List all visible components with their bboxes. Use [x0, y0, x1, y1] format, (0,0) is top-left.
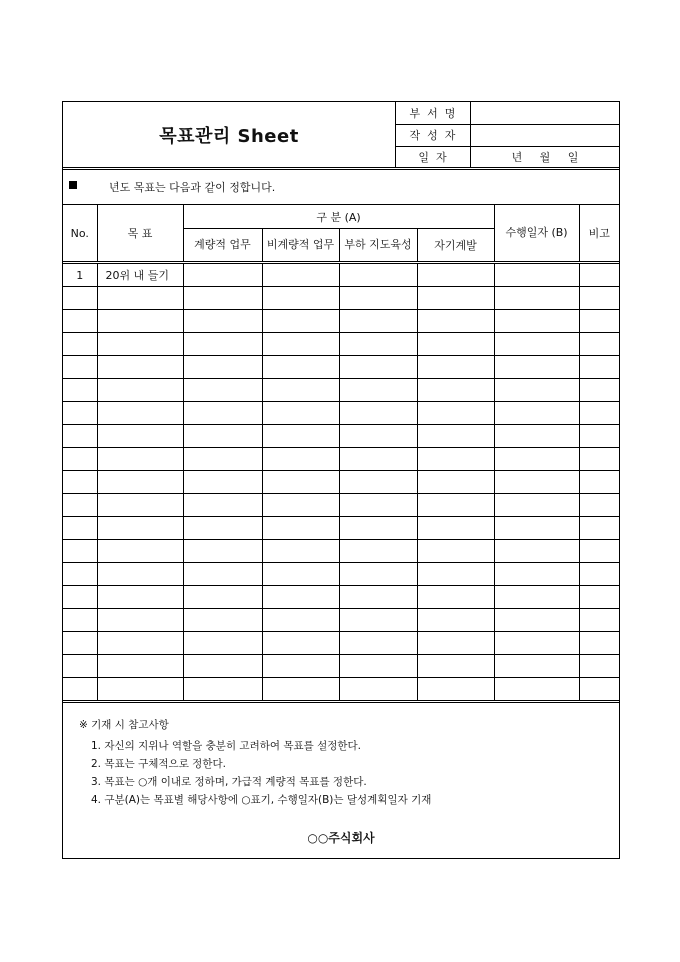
row-goal-cell[interactable]: [97, 540, 183, 563]
row-date-cell[interactable]: [494, 494, 579, 517]
table-row: [63, 517, 619, 540]
row-no-cell[interactable]: [63, 471, 97, 494]
table-row: [63, 263, 619, 287]
company-name: ○○주식회사: [307, 831, 375, 845]
row-date-cell[interactable]: [494, 356, 579, 379]
row-quant-cell[interactable]: [183, 287, 262, 310]
row-no-cell[interactable]: [63, 563, 97, 586]
table-row: [63, 379, 619, 402]
row-selfdev-cell[interactable]: [417, 563, 494, 586]
row-remark-cell[interactable]: [579, 379, 619, 402]
table-row: [63, 310, 619, 333]
row-no-cell[interactable]: [63, 517, 97, 540]
row-date-cell[interactable]: [494, 333, 579, 356]
row-remark-cell[interactable]: [579, 586, 619, 609]
row-mentoring-cell[interactable]: [339, 333, 417, 356]
row-no-cell[interactable]: [63, 586, 97, 609]
table-row: [63, 356, 619, 379]
table-row: [63, 609, 619, 632]
row-date-cell[interactable]: [494, 678, 579, 701]
goal-management-sheet: [62, 101, 620, 859]
info-row-author: [396, 124, 619, 147]
row-date-cell[interactable]: [494, 310, 579, 333]
row-selfdev-cell[interactable]: [417, 540, 494, 563]
row-goal-cell[interactable]: [97, 586, 183, 609]
table-row: [63, 563, 619, 586]
row-no-cell[interactable]: [63, 310, 97, 333]
row-quant-cell[interactable]: [183, 402, 262, 425]
row-selfdev-cell[interactable]: [417, 263, 494, 287]
table-row: [63, 494, 619, 517]
table-row: [63, 402, 619, 425]
department-label: 부서명: [396, 102, 471, 124]
row-no-cell[interactable]: [63, 655, 97, 678]
row-nonquant-cell[interactable]: [262, 609, 339, 632]
row-remark-cell[interactable]: [579, 402, 619, 425]
row-mentoring-cell[interactable]: [339, 586, 417, 609]
row-goal-cell[interactable]: [97, 563, 183, 586]
row-no-cell[interactable]: [63, 333, 97, 356]
note-item: 2. 목표는 구체적으로 정한다.: [91, 758, 226, 770]
row-goal-cell[interactable]: [97, 310, 183, 333]
info-row-department: [396, 102, 619, 125]
row-quant-cell[interactable]: [183, 333, 262, 356]
row-selfdev-cell[interactable]: [417, 494, 494, 517]
row-quant-cell[interactable]: [183, 448, 262, 471]
row-no-cell[interactable]: [63, 540, 97, 563]
author-field[interactable]: [471, 124, 619, 146]
row-mentoring-cell[interactable]: [339, 263, 417, 287]
row-goal-cell[interactable]: [97, 448, 183, 471]
row-nonquant-cell[interactable]: [262, 517, 339, 540]
row-no-cell[interactable]: [63, 632, 97, 655]
row-nonquant-cell[interactable]: [262, 540, 339, 563]
table-row: [63, 678, 619, 701]
col-header-category: 구 분 (A): [183, 205, 494, 229]
row-date-cell[interactable]: [494, 540, 579, 563]
row-no-cell[interactable]: [63, 609, 97, 632]
row-quant-cell[interactable]: [183, 540, 262, 563]
row-nonquant-cell[interactable]: [262, 678, 339, 701]
row-remark-cell[interactable]: [579, 448, 619, 471]
row-mentoring-cell[interactable]: [339, 540, 417, 563]
row-date-cell[interactable]: [494, 379, 579, 402]
col-header-selfdev: 자기계발: [417, 229, 494, 263]
notes-section: [63, 702, 619, 859]
row-remark-cell[interactable]: [579, 678, 619, 701]
row-nonquant-cell[interactable]: [262, 402, 339, 425]
table-row: [63, 540, 619, 563]
row-no-cell[interactable]: 1: [63, 263, 97, 287]
row-quant-cell[interactable]: [183, 678, 262, 701]
row-quant-cell[interactable]: [183, 517, 262, 540]
row-nonquant-cell[interactable]: [262, 563, 339, 586]
row-quant-cell[interactable]: [183, 494, 262, 517]
row-remark-cell[interactable]: [579, 517, 619, 540]
row-mentoring-cell[interactable]: [339, 356, 417, 379]
row-selfdev-cell[interactable]: [417, 678, 494, 701]
row-quant-cell[interactable]: [183, 471, 262, 494]
row-mentoring-cell[interactable]: [339, 517, 417, 540]
row-goal-cell[interactable]: [97, 425, 183, 448]
row-remark-cell[interactable]: [579, 540, 619, 563]
row-selfdev-cell[interactable]: [417, 586, 494, 609]
row-remark-cell[interactable]: [579, 563, 619, 586]
row-nonquant-cell[interactable]: [262, 448, 339, 471]
row-date-cell[interactable]: [494, 563, 579, 586]
table-row: [63, 333, 619, 356]
row-mentoring-cell[interactable]: [339, 494, 417, 517]
date-header-text: 수행일자 (B): [505, 226, 568, 239]
row-nonquant-cell[interactable]: [262, 494, 339, 517]
row-quant-cell[interactable]: [183, 632, 262, 655]
row-selfdev-cell[interactable]: [417, 609, 494, 632]
row-mentoring-cell[interactable]: [339, 448, 417, 471]
sheet-header: [63, 102, 619, 167]
row-remark-cell[interactable]: [579, 609, 619, 632]
row-mentoring-cell[interactable]: [339, 425, 417, 448]
row-goal-cell[interactable]: [97, 678, 183, 701]
row-goal-cell[interactable]: [97, 379, 183, 402]
row-mentoring-cell[interactable]: [339, 609, 417, 632]
row-goal-cell[interactable]: [97, 402, 183, 425]
row-nonquant-cell[interactable]: [262, 287, 339, 310]
row-goal-cell[interactable]: 20위 내 들기: [97, 263, 183, 287]
row-date-cell[interactable]: [494, 586, 579, 609]
row-quant-cell[interactable]: [183, 655, 262, 678]
row-nonquant-cell[interactable]: [262, 379, 339, 402]
row-quant-cell[interactable]: [183, 310, 262, 333]
row-nonquant-cell[interactable]: [262, 632, 339, 655]
row-remark-cell[interactable]: [579, 333, 619, 356]
sheet-title: 목표관리 Sheet: [159, 125, 299, 147]
row-mentoring-cell[interactable]: [339, 563, 417, 586]
row-no-cell[interactable]: [63, 494, 97, 517]
row-selfdev-cell[interactable]: [417, 287, 494, 310]
row-mentoring-cell[interactable]: [339, 310, 417, 333]
row-selfdev-cell[interactable]: [417, 356, 494, 379]
square-bullet-icon: [69, 181, 77, 189]
row-date-cell[interactable]: [494, 632, 579, 655]
row-remark-cell[interactable]: [579, 310, 619, 333]
row-selfdev-cell[interactable]: [417, 471, 494, 494]
row-remark-cell[interactable]: [579, 632, 619, 655]
row-selfdev-cell[interactable]: [417, 379, 494, 402]
row-goal-cell[interactable]: [97, 632, 183, 655]
row-quant-cell[interactable]: [183, 356, 262, 379]
row-goal-cell[interactable]: [97, 655, 183, 678]
department-field[interactable]: [471, 102, 619, 124]
goal-statement: 년도 목표는 다음과 같이 정합니다.: [109, 181, 276, 194]
table-row: [63, 425, 619, 448]
col-header-goal: 목 표: [97, 205, 183, 263]
table-row: [63, 471, 619, 494]
row-nonquant-cell[interactable]: [262, 425, 339, 448]
row-no-cell[interactable]: [63, 678, 97, 701]
row-nonquant-cell[interactable]: [262, 263, 339, 287]
row-mentoring-cell[interactable]: [339, 379, 417, 402]
note-item: 3. 목표는 ○개 이내로 정하며, 가급적 계량적 목표를 정한다.: [91, 776, 367, 788]
col-header-no: No.: [63, 205, 97, 263]
row-quant-cell[interactable]: [183, 609, 262, 632]
row-no-cell[interactable]: [63, 287, 97, 310]
row-selfdev-cell[interactable]: [417, 333, 494, 356]
row-date-cell[interactable]: [494, 609, 579, 632]
row-selfdev-cell[interactable]: [417, 448, 494, 471]
row-selfdev-cell[interactable]: [417, 402, 494, 425]
row-nonquant-cell[interactable]: [262, 471, 339, 494]
row-quant-cell[interactable]: [183, 263, 262, 287]
row-nonquant-cell[interactable]: [262, 333, 339, 356]
note-item: 1. 자신의 지위나 역할을 충분히 고려하여 목표를 설정한다.: [91, 740, 362, 752]
row-selfdev-cell[interactable]: [417, 517, 494, 540]
row-nonquant-cell[interactable]: [262, 310, 339, 333]
row-date-cell[interactable]: [494, 655, 579, 678]
row-goal-cell[interactable]: [97, 517, 183, 540]
table-row: [63, 448, 619, 471]
row-no-cell[interactable]: [63, 448, 97, 471]
row-goal-cell[interactable]: [97, 287, 183, 310]
table-row: [63, 632, 619, 655]
row-no-cell[interactable]: [63, 425, 97, 448]
date-field[interactable]: 년 월 일: [511, 150, 579, 164]
col-header-mentoring: 부하 지도육성: [339, 229, 417, 263]
row-selfdev-cell[interactable]: [417, 310, 494, 333]
row-date-cell[interactable]: [494, 517, 579, 540]
goal-table: [63, 204, 619, 701]
row-goal-cell[interactable]: [97, 609, 183, 632]
row-remark-cell[interactable]: [579, 263, 619, 287]
row-remark-cell[interactable]: [579, 356, 619, 379]
table-row: [63, 287, 619, 310]
row-remark-cell[interactable]: [579, 471, 619, 494]
row-goal-cell[interactable]: [97, 494, 183, 517]
note-item: 4. 구분(A)는 목표별 해당사항에 ○표기, 수행일자(B)는 달성계획일자 기재: [91, 794, 432, 806]
row-date-cell[interactable]: [494, 448, 579, 471]
row-selfdev-cell[interactable]: [417, 425, 494, 448]
row-nonquant-cell[interactable]: [262, 655, 339, 678]
row-quant-cell[interactable]: [183, 379, 262, 402]
row-remark-cell[interactable]: [579, 655, 619, 678]
row-nonquant-cell[interactable]: [262, 356, 339, 379]
row-date-cell[interactable]: [494, 402, 579, 425]
col-header-date: [494, 205, 579, 263]
table-row: [63, 655, 619, 678]
row-date-cell[interactable]: [494, 471, 579, 494]
row-no-cell[interactable]: [63, 379, 97, 402]
col-header-nonquant: 비계량적 업무: [262, 229, 339, 263]
row-remark-cell[interactable]: [579, 494, 619, 517]
row-no-cell[interactable]: [63, 356, 97, 379]
row-quant-cell[interactable]: [183, 425, 262, 448]
row-date-cell[interactable]: [494, 425, 579, 448]
row-mentoring-cell[interactable]: [339, 632, 417, 655]
row-goal-cell[interactable]: [97, 471, 183, 494]
row-mentoring-cell[interactable]: [339, 287, 417, 310]
author-label: 작성자: [396, 124, 471, 146]
row-quant-cell[interactable]: [183, 563, 262, 586]
row-mentoring-cell[interactable]: [339, 471, 417, 494]
date-label: 일자: [396, 146, 471, 167]
row-goal-cell[interactable]: [97, 333, 183, 356]
row-remark-cell[interactable]: [579, 287, 619, 310]
row-quant-cell[interactable]: [183, 586, 262, 609]
row-selfdev-cell[interactable]: [417, 632, 494, 655]
col-header-quant: 계량적 업무: [183, 229, 262, 263]
info-block: [395, 102, 619, 167]
row-mentoring-cell[interactable]: [339, 655, 417, 678]
row-date-cell[interactable]: [494, 287, 579, 310]
row-goal-cell[interactable]: [97, 356, 183, 379]
notes-title: ※ 기재 시 참고사항: [79, 719, 169, 731]
row-selfdev-cell[interactable]: [417, 655, 494, 678]
row-remark-cell[interactable]: [579, 425, 619, 448]
col-header-remark: 비고: [579, 205, 619, 263]
info-row-date: [396, 146, 619, 167]
table-row: [63, 586, 619, 609]
row-nonquant-cell[interactable]: [262, 586, 339, 609]
row-no-cell[interactable]: [63, 402, 97, 425]
row-mentoring-cell[interactable]: [339, 402, 417, 425]
goal-statement-line: [63, 170, 619, 204]
row-date-cell[interactable]: [494, 263, 579, 287]
row-mentoring-cell[interactable]: [339, 678, 417, 701]
